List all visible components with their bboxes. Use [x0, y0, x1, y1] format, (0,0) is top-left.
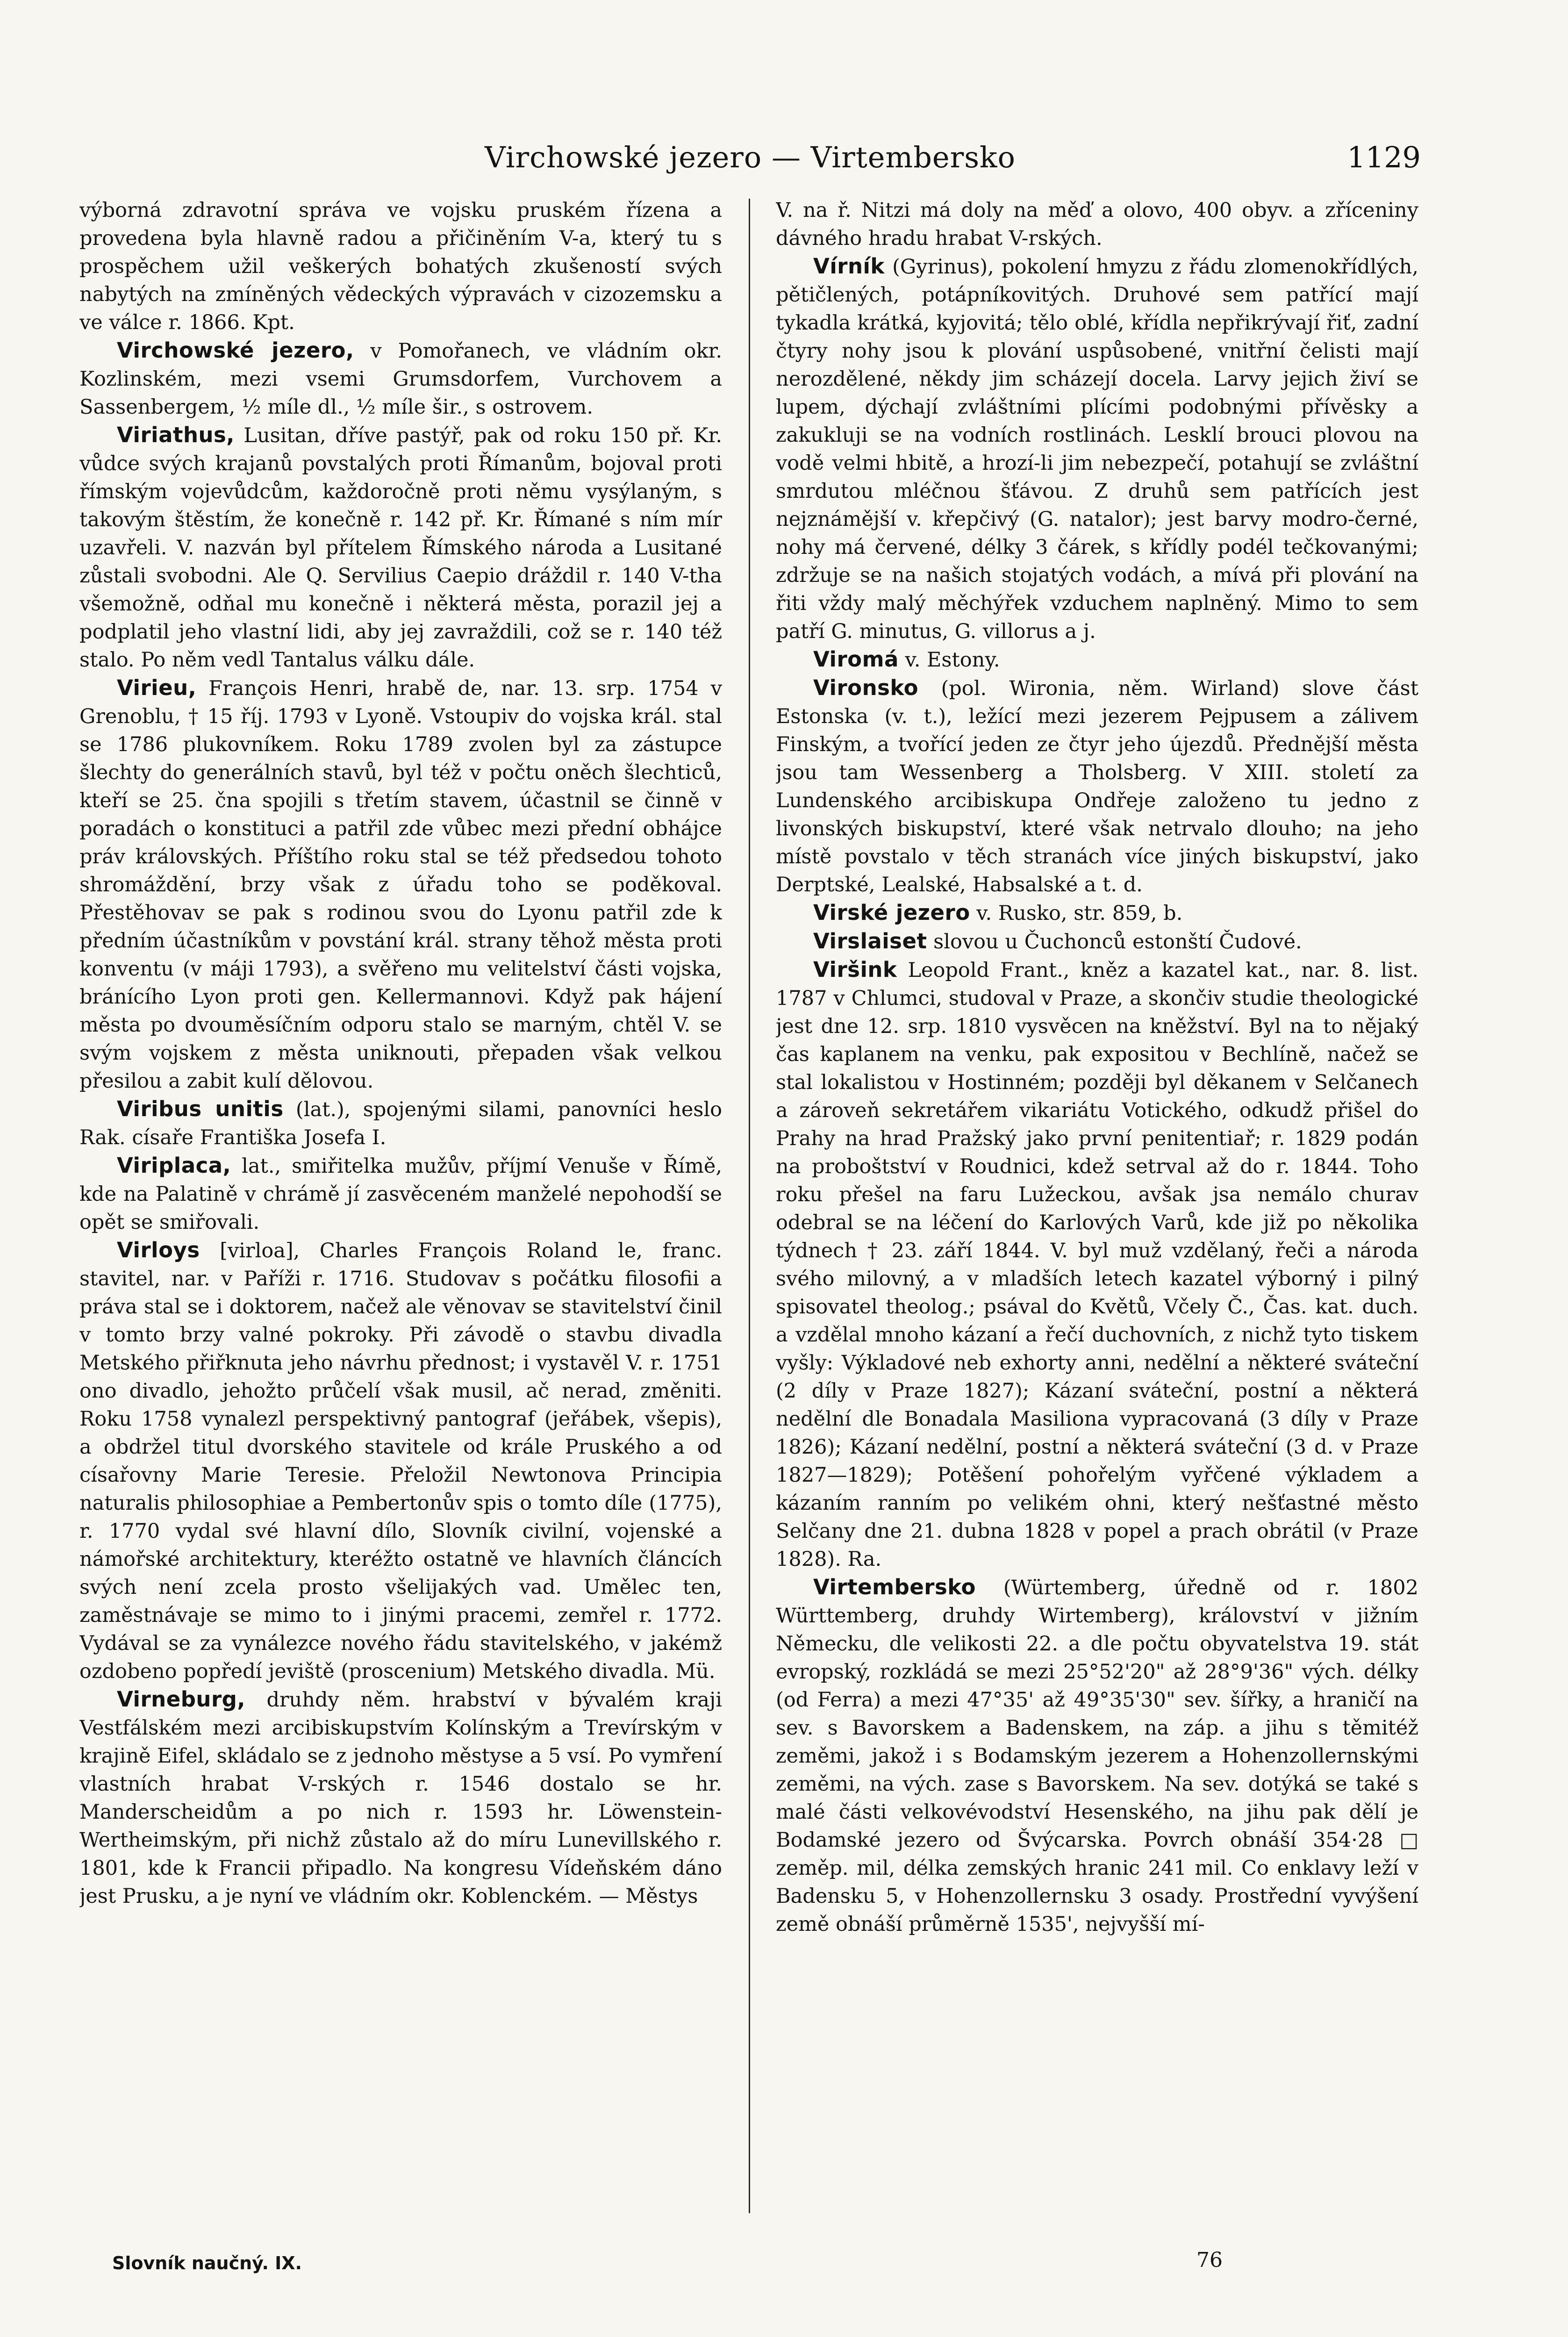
column-divider [749, 199, 750, 2213]
entry [79, 1152, 722, 1236]
entry-headword: Viriathus, [117, 423, 235, 447]
running-title: Virchowské jezero — Virtembersko [485, 140, 1016, 174]
entry-headword: Vírník [813, 254, 885, 279]
entry-headword: Viromá [813, 647, 899, 672]
entry [79, 1236, 722, 1685]
entry-body: Leopold Frant., kněz a kazatel kat., nar. 8. list. 1787 v Chlumci, studoval v Praze, a skončiv studie theologické jest dne 12. srp. 1810 vysvěcen na kněžství. Byl na to nějaký čas kaplanem na venku, pak expositou v Bechlíně, načež se stal lokalistou v Hostinném; později byl děkanem v Selčanech a zároveň sekretářem vikariátu Votického, odkudž přišel do Prahy na hrad Pražský jako první penitentiař; r. 1829 podán na proboštství v Roudnici, kdež setrval až do r. 1844. Toho roku přešel na faru Lužeckou, avšak jsa nemálo churav odebral se na léčení do Karlových Varů, kde již po několika týdnech † 23. září 1844. V. byl muž vzdělaný, řeči a národa svého milovný, a v mladších letech kazatel výborný i pilný spisovatel theolog.; psával do Květů, Včely Č., Čas. kat. duch. a vzdělal mnoho kázaní a řečí duchovních, z nichž tyto tiskem vyšly: Výkladové neb exhorty anni, nedělní a některé sváteční (2 díly v Praze 1827); Kázaní sváteční, postní a některá nedělní dle Bonadala Masiliona vypracovaná (3 díly v Praze 1826); Kázaní nedělní, postní a některá sváteční (3 d. v Praze 1827—1829); Potěšení pohořelým vyřčené výkladem a kázaním ranním po velikém ohni, který nešťastné město Selčany dne 21. dubna 1828 v popel a prach obrátil (v Praze 1828). Ra. [776, 959, 1418, 1571]
entry-headword: Virtembersko [813, 1575, 976, 1599]
entry-headword: Virieu, [117, 675, 197, 700]
entry-body: lat., smiřitelka mužův, příjmí Venuše v Římě, kde na Palatině v chrámě jí zasvěceném manželé nepohodší se opět se smiřovali. [79, 1154, 722, 1234]
entry-body: v. Rusko, str. 859, b. [976, 902, 1183, 925]
entry-body: (lat.), spojenými silami, panovníci heslo Rak. císaře Františka Josefa I. [79, 1098, 722, 1149]
entry-body: (Würtemberg, úředně od r. 1802 Württemberg, druhdy Wirtemberg), království v jižním Německu, dle velikosti 22. a dle počtu obyvatelstva 19. stát evropský, rozkládá se mezi 25°52'20" až 28°9'36" vých. délky (od Ferra) a mezi 47°35' až 49°35'30" sev. šířky, a hraničí na sev. s Bavorskem a Badenskem, na záp. a jihu s těmitéž zeměmi, jakož i s Bodamským jezerem a Hohenzollernskými zeměmi, na vých. zase s Bavorskem. Na sev. dotýká se také s malé části velkovévodství Hesenského, na jihu pak dělí je Bodamské jezero od Švýcarska. Povrch obnáší 354·28 □ zeměp. mil, délka zemských hranic 241 mil. Co enklavy leží v Badensku 5, v Hohenzollernsku 3 osady. Prostřední vyvýšení země obnáší průměrně 1535', nejvyšší mí- [776, 1576, 1418, 1936]
entry-headword: Viršink [813, 957, 897, 982]
page-header [79, 136, 1421, 179]
entry [776, 1573, 1418, 1938]
entry-body: (Gyrinus), pokolení hmyzu z řádu zlomenokřídlých, pětičlených, potápníkovitých. Druhové sem patřící mají tykadla krátká, kyjovitá; tělo oblé, křídla nepřikrývají řiť, zadní čtyry nohy jsou k plování uspůsobené, vnitřní čelisti mají nerozdělené, někdy jim scházejí docela. Larvy jejich živí se lupem, dýchají zvláštními plícími podobnými přívěsky a zakukluji se na vodních rostlinách. Lesklí brouci plovou na vodě velmi hbitě, a hrozí-li jim nebezpečí, potahují se zvláštní smrdutou mléčnou šťávou. Z druhů sem patřících jest nejznámější v. křepčivý (G. natalor); jest barvy modro-černé, nohy má červené, délky 3 čárek, s křídly podél tečkovanými; zdržuje se na našich stojatých vodách, a mívá při plování na řiti vždy malý měchýřek vzduchem naplněný. Mimo to sem patří G. minutus, G. villorus a j. [776, 255, 1418, 643]
left-column [79, 196, 722, 2229]
entry-body: v. Estony. [905, 648, 1000, 672]
entry [79, 1095, 722, 1152]
entry-headword: Virské jezero [813, 900, 970, 925]
entry: V. na ř. Nitzi má doly na měď a olovo, 400 obyv. a zříceniny dávného hradu hrabat V-rských. [776, 199, 1418, 250]
entry-body: (pol. Wironia, něm. Wirland) slove část Estonska (v. t.), ležící mezi jezerem Pejpusem a zálivem Finským, a tvořící jeden ze čtyr jeho újezdů. Přednější města jsou tam Wessenberg a Tholsberg. V XIII. století za Lundenského arcibiskupa Ondřeje založeno tu jedno z livonských biskupství, které však netrvalo dlouho; na jeho místě povstalo v těch stranách více jiných biskupství, jako Derptské, Lealské, Habsalské a t. d. [776, 677, 1418, 896]
entry [776, 252, 1418, 645]
entry [79, 421, 722, 674]
entry [776, 927, 1418, 956]
entry [776, 956, 1418, 1573]
entry [79, 1685, 722, 1910]
signature-mark: 76 [1196, 2248, 1223, 2272]
volume-footer: Slovník naučný. IX. [112, 2253, 302, 2273]
entry-body: Lusitan, dříve pastýř, pak od roku 150 př. Kr. vůdce svých krajanů povstalých proti Římanům, bojoval proti římským vojevůdcům, každoročně proti němu vysýlaným, s takovým štěstím, že konečně r. 142 př. Kr. Římané s ním mír uzavřeli. V. nazván byl přítelem Římského národa a Lusitané zůstali svobodni. Ale Q. Servilius Caepio dráždil r. 140 V-tha všemožně, odňal mu konečně i některá města, porazil jej a podplatil jeho vlastní lidi, aby jej zavraždili, což se r. 140 též stalo. Po něm vedl Tantalus válku dále. [79, 424, 722, 672]
entry [79, 337, 722, 421]
entry [776, 899, 1418, 927]
entry-body: druhdy něm. hrabství v bývalém kraji Vestfálském mezi arcibiskupstvím Kolínským a Trevírským v krajině Eifel, skládalo se z jednoho městyse a 5 vsí. Po vymření vlastních hrabat V-rských r. 1546 dostalo se hr. Manderscheidům a po nich r. 1593 hr. Löwenstein-Wertheimským, při nichž zůstalo až do míru Lunevillského r. 1801, kde k Francii připadlo. Na kongresu Vídeňském dáno jest Prusku, a je nyní ve vládním okr. Koblenckém. — Městys [79, 1688, 722, 1908]
entry [776, 674, 1418, 899]
entry-headword: Vironsko [813, 675, 919, 700]
entry-body: [virloa], Charles François Roland le, franc. stavitel, nar. v Paříži r. 1716. Studovav s počátku filosofii a práva stal se i doktorem, načež ale věnovav se stavitelství činil v tomto brzy valné pokroky. Při závodě o stavbu divadla Metského přiřknuta jeho návrhu přednost; i vystavěl V. r. 1751 ono divadlo, jehožto průčelí však musil, ač nerad, změniti. Roku 1758 vynalezl perspektivný pantograf (jeřábek, všepis), a obdržel titul dvorského stavitele od krále Pruského a od císařovny Marie Teresie. Přeložil Newtonova Principia naturalis philosophiae a Pembertonův spis o tomto díle (1775), r. 1770 vydal své hlavní dílo, Slovník civilní, vojenské a námořské architektury, kteréžto ostatně ve hlavních článcích svých není zcela prosto všelijakých vad. Umělec ten, zaměstnávaje se mimo to i jinými pracemi, zemřel r. 1772. Vydával se za vynálezce nového řádu stavitelského, v jakémž ozdobeno popředí jeviště (proscenium) Metského divadla. Mü. [79, 1239, 722, 1683]
entry-headword: Virneburg, [117, 1687, 245, 1712]
entry-headword: Virslaiset [813, 929, 927, 953]
entry-headword: Virloys [117, 1238, 200, 1262]
entry [79, 674, 722, 1095]
entry: výborná zdravotní správa ve vojsku pruském řízena a provedena byla hlavně radou a přičiněním V-a, který tu s prospěchem užil veškerých bohatých zkušeností svých nabytých na zmíněných vědeckých výpravách v cizozemsku a ve válce r. 1866. Kpt. [79, 199, 722, 334]
entry-body: v Pomořanech, ve vládním okr. Kozlinském, mezi vsemi Grumsdorfem, Vurchovem a Sassenbergem, ½ míle dl., ½ míle šir., s ostrovem. [79, 339, 722, 419]
entry-headword: Viribus unitis [117, 1097, 284, 1121]
entry [776, 645, 1418, 674]
right-column [776, 196, 1418, 2229]
entry-body: François Henri, hrabě de, nar. 13. srp. 1754 v Grenoblu, † 15 říj. 1793 v Lyoně. Vstoupiv do vojska král. stal se 1786 plukovníkem. Roku 1789 zvolen byl za zástupce šlechty do generálních stavů, byl též v počtu oněch šlechticů, kteří se 25. čna spojili s třetím stavem, účastnil se činně v poradách o konstituci a patřil zde vůbec mezi přední obhájce práv královských. Příštího roku stal se též předsedou tohoto shromáždění, brzy však z úřadu toho se poděkoval. Přestěhovav se pak s rodinou svou do Lyonu patřil zde k předním účastníkům v povstání král. strany těhož města proti konventu (v máji 1793), a svěřeno mu velitelství části vojska, bránícího Lyon proti gen. Kellermannovi. Když pak hájení města po dvouměsíčním odporu stalo se marným, chtěl V. se svým vojskem z města uniknouti, přepaden však velkou přesilou a zabit kulí dělovou. [79, 677, 722, 1093]
entry-body: slovou u Čuchonců estonští Čudové. [933, 930, 1302, 953]
page-number: 1129 [1347, 140, 1421, 174]
entry-headword: Viriplaca, [117, 1153, 231, 1178]
entry-headword: Virchowské jezero, [117, 338, 354, 363]
